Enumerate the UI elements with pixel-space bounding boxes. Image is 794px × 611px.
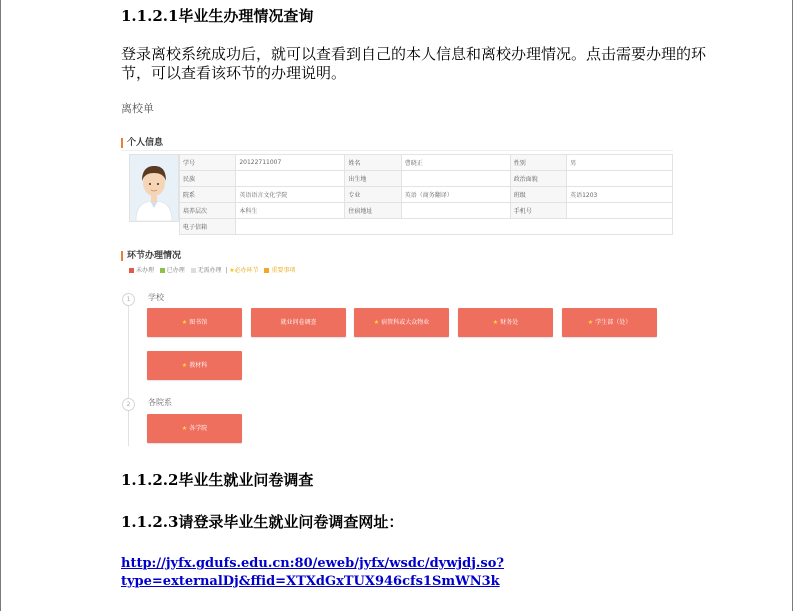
field-label: 政治面貌 [510, 171, 566, 187]
page-left-border [0, 0, 1, 611]
field-label: 电子信箱 [180, 219, 236, 235]
step-button-survey[interactable]: 就业问卷调查 [251, 308, 346, 337]
field-label: 学号 [180, 155, 236, 171]
important-swatch-icon [264, 268, 269, 273]
intro-paragraph: 登录离校系统成功后，就可以查看到自己的本人信息和离校办理情况。点击需要办理的环节，可以查看该环节的办理说明。 [121, 45, 707, 82]
field-label: 民族 [180, 171, 236, 187]
table-row [180, 187, 673, 203]
survey-link-line2[interactable]: type=externalDj&ffid=XTXdGxTUX946cfs1SmWN3k [121, 574, 500, 589]
step-button-college[interactable]: ★ 各学院 [147, 414, 242, 443]
done-swatch-icon [160, 268, 165, 273]
avatar [129, 154, 179, 222]
field-value: 英语1203 [567, 187, 673, 203]
star-icon: ★ [181, 362, 188, 369]
personal-info-table [179, 154, 673, 235]
leaving-form-screenshot [121, 92, 673, 452]
field-label: 手机号 [510, 203, 566, 219]
star-icon: ★ [181, 425, 188, 432]
group-label-school: 学校 [148, 293, 164, 302]
step-button-finance[interactable]: ★ 财务处 [458, 308, 553, 337]
group-label-departments: 各院系 [148, 398, 172, 407]
field-label: 住宿地址 [345, 203, 401, 219]
status-legend: 未办理 已办理 无需办理 | ★必办环节 重要事项 [129, 265, 295, 274]
field-value [567, 203, 673, 219]
form-title: 离校单 [121, 102, 154, 115]
table-row [180, 155, 673, 171]
heading-status-query: 1.1.2.1毕业生办理情况查询 [121, 7, 314, 25]
avatar-icon [130, 155, 178, 221]
field-label: 培养层次 [180, 203, 236, 219]
field-label: 出生地 [345, 171, 401, 187]
timeline-line [128, 298, 129, 446]
pending-swatch-icon [129, 268, 134, 273]
star-icon: ★ [587, 319, 594, 326]
field-value [401, 203, 510, 219]
field-value: 英语语言文化学院 [236, 187, 345, 203]
legend-none: 无需办理 [197, 267, 222, 274]
field-label: 专业 [345, 187, 401, 203]
section-divider [121, 150, 673, 151]
step-button-student-affairs[interactable]: ★ 学生部（处） [562, 308, 657, 337]
table-row [180, 219, 673, 235]
legend-done: 已办理 [166, 267, 185, 274]
field-value [401, 171, 510, 187]
field-value [236, 171, 345, 187]
field-label: 班级 [510, 187, 566, 203]
step-marker: 1 [122, 293, 135, 306]
field-value: 男 [567, 155, 673, 171]
section-process-status: 环节办理情况 [121, 251, 181, 261]
step-button-library[interactable]: ★ 图书馆 [147, 308, 242, 337]
survey-link[interactable] [121, 555, 505, 591]
table-row [180, 171, 673, 187]
legend-required: 必办环节 [234, 267, 259, 274]
field-label: 性别 [510, 155, 566, 171]
field-value [567, 171, 673, 187]
star-icon: ★ [492, 319, 499, 326]
star-icon: ★ [181, 319, 188, 326]
field-label: 姓名 [345, 155, 401, 171]
field-value: 英语（商务翻译） [401, 187, 510, 203]
field-value: 20122711007 [236, 155, 345, 171]
section-personal-info: 个人信息 [121, 138, 163, 148]
star-icon: ★ [373, 319, 380, 326]
star-icon: ★ [229, 267, 235, 274]
field-value [236, 219, 673, 235]
survey-link-line1[interactable]: http://jyfx.gdufs.edu.cn:80/eweb/jyfx/wsdc/dywjdj.so? [121, 556, 505, 571]
page-right-border [792, 0, 793, 611]
field-value: 本科生 [236, 203, 345, 219]
step-button-dorm[interactable]: ★ 宿管科或大众物业 [354, 308, 449, 337]
field-value: 曹晓正 [401, 155, 510, 171]
step-button-textbook[interactable]: ★ 教材科 [147, 351, 242, 380]
legend-pending: 未办理 [136, 267, 155, 274]
heading-survey-url: 1.1.2.3请登录毕业生就业问卷调查网址： [121, 513, 404, 531]
table-row [180, 203, 673, 219]
field-label: 院系 [180, 187, 236, 203]
none-swatch-icon [191, 268, 196, 273]
legend-important: 重要事项 [271, 267, 296, 274]
heading-survey: 1.1.2.2毕业生就业问卷调查 [121, 471, 314, 489]
step-marker: 2 [122, 398, 135, 411]
